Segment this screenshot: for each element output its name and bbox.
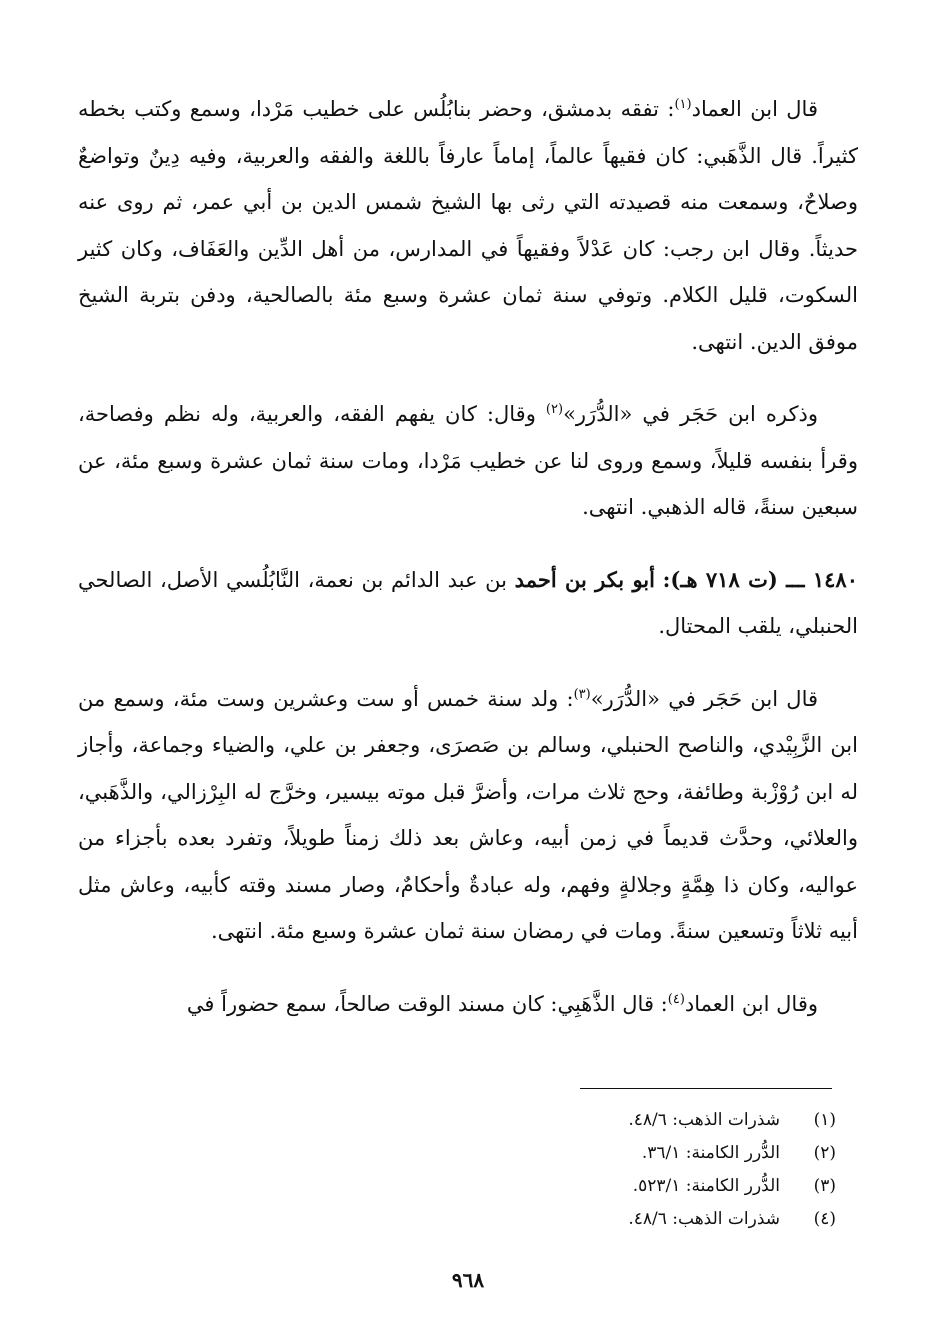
footnote-ref: (١) xyxy=(674,97,692,112)
footnote-number: (٢) xyxy=(813,1143,836,1163)
main-text xyxy=(78,86,858,1053)
entry-name: أبو بكر بن أحمد xyxy=(514,566,655,592)
footnote-text: الدُّرر الكامنة: ٥٢٣/١. xyxy=(632,1176,780,1196)
paragraph-text: قال ابن العماد xyxy=(691,97,818,121)
paragraph-text: وقال: كان يفهم الفقه، والعربية، وله نظم وفصاحة، وقرأ بنفسه قليلاً، وسمع وروى لنا عن خطيب مَرْدا، ومات سنة ثمان عشرة وسبع مئة، عن سبعين سنةً، قاله الذهبي. انتهى. xyxy=(78,402,858,519)
footnote-item xyxy=(336,1170,836,1203)
footnote-separator xyxy=(580,1088,832,1089)
entry-lineage: بن عبد الدائم بن نعمة، النَّابُلُسي الأصل، الصالحي الحنبلي، يلقب المحتال. xyxy=(78,567,858,638)
footnote-text: الدُّرر الكامنة: ٣٦/١. xyxy=(641,1143,780,1163)
footnote-ref: (٣) xyxy=(573,686,591,702)
page-number: ٩٦٨ xyxy=(451,1268,485,1292)
footnotes xyxy=(336,1104,836,1236)
paragraph-ibn-hajar-1 xyxy=(78,391,858,531)
paragraph-text: : تفقه بدمشق، وحضر بنابُلُس على خطيب مَرْدا، وسمع وكتب بخطه كثيراً. قال الذَّهَبي: كان فقيهاً عالماً، إماماً عارفاً باللغة والفقه والعربية، وفيه دِينٌ وتواضعٌ وصلاحٌ، وسمعت منه قصيدته التي رثى بها الشيخ شمس الدين بن أبي عمر، ثم روى عنه حديثاً. وقال ابن رجب: كان عَدْلاً وفقيهاً في المدارس، من أهل الدِّين والعَفَاف، وكان كثير السكوت، قليل الكلام. وتوفي سنة ثمان عشرة وسبع مئة بالصالحية، ودفن بتربة الشيخ موفق الدين. انتهى. xyxy=(78,97,858,354)
footnote-ref: (٢) xyxy=(545,402,564,417)
paragraph-ibn-hajar-2 xyxy=(78,676,858,955)
footnote-item xyxy=(336,1203,836,1236)
footnote-text: شذرات الذهب: ٤٨/٦. xyxy=(628,1209,780,1229)
biography-entry-heading xyxy=(78,557,858,650)
footnote-ref: (٤) xyxy=(667,991,685,1007)
paragraph-text: وقال ابن العماد xyxy=(684,991,818,1016)
paragraph-text: قال ابن حَجَر في «الدُّرَر» xyxy=(590,686,819,711)
footnote-number: (٤) xyxy=(813,1209,836,1229)
footnote-item xyxy=(336,1137,836,1170)
footnote-number: (٣) xyxy=(813,1176,836,1196)
paragraph-text: : قال الذَّهَبِي: كان مسند الوقت صالحاً، سمع حضوراً في xyxy=(186,991,668,1016)
footnote-item xyxy=(336,1104,836,1137)
paragraph-text: : ولد سنة خمس أو ست وعشرين وست مئة، وسمع من ابن الزَّبِيْدي، والناصح الحنبلي، وسالم بن صَصرَى، وجعفر بن علي، والضياء وجماعة، وأجاز له ابن رُوْزْبة وطائفة، وحج ثلاث مرات، وأضرَّ قبل موته بيسير، وخرَّج له البِرْزالي، والذَّهَبي، والعلائي، وحدَّث قديماً في زمن أبيه، وعاش بعد ذلك زمناً طويلاً، وتفرد بعده بأجزاء من عواليه، وكان ذا هِمَّةٍ وجلالةٍ وفهم، وله عبادةٌ وأحكامٌ، وصار مسند وقته كأبيه، وعاش مثل أبيه ثلاثاً وتسعين سنةً. ومات في رمضان سنة ثمان عشرة وسبع مئة. انتهى. xyxy=(78,686,858,943)
footnote-text: شذرات الذهب: ٤٨/٦. xyxy=(628,1110,780,1130)
entry-number: ١٤٨٠ ـــ (ت ٧١٨ هـ): xyxy=(662,566,858,592)
paragraph-text: وذكره ابن حَجَر في «الدُّرَر» xyxy=(563,402,818,426)
paragraph-ibn-al-imad-2 xyxy=(78,981,858,1028)
paragraph-ibn-al-imad-1 xyxy=(78,86,858,365)
footnote-number: (١) xyxy=(813,1110,836,1130)
